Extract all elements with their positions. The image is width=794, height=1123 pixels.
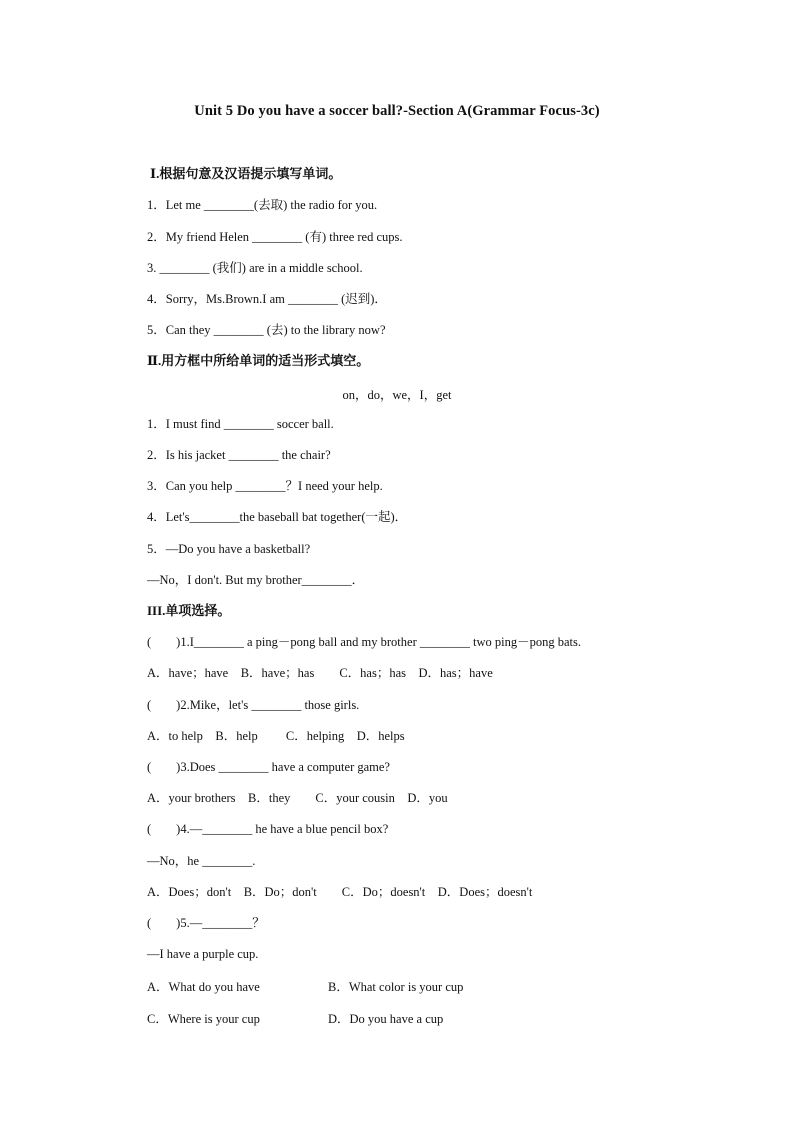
q5-option-d: D．Do you have a cup [328, 1012, 444, 1026]
s2-item-5: 5．—Do you have a basketball? [147, 542, 311, 556]
q3-options: A．your brothers B．they C．your cousin D．you [147, 791, 448, 805]
q1-stem: ( )1.I________ a ping－pong ball and my brother ________ two ping－pong bats. [147, 635, 581, 649]
s2-item-1: 1．I must find ________ soccer ball. [147, 417, 334, 431]
s1-item-5: 5．Can they ________ (去) to the library now? [147, 323, 386, 337]
q3-stem: ( )3.Does ________ have a computer game? [147, 760, 390, 774]
q2-options: A．to help B．help C．helping D．helps [147, 729, 405, 743]
q4-options: A．Does；don't B．Do；don't C．Do；doesn't D．Does；doesn't [147, 885, 533, 899]
s2-item-2: 2．Is his jacket ________ the chair? [147, 448, 331, 462]
s1-item-1: 1．Let me ________(去取) the radio for you. [147, 198, 378, 212]
s1-item-2: 2．My friend Helen ________ (有) three red cups. [147, 230, 403, 244]
section-3-heading: III.单项选择。 [147, 603, 231, 618]
s1-item-4: 4．Sorry，Ms.Brown.I am ________ (迟到)． [147, 292, 387, 306]
q4-stem: ( )4.—________ he have a blue pencil box? [147, 822, 389, 836]
q2-stem: ( )2.Mike，let's ________ those girls. [147, 698, 360, 712]
page-title: Unit 5 Do you have a soccer ball?-Section A(Grammar Focus-3c) [194, 103, 600, 119]
s2-item-4: 4．Let's________the baseball bat together(一起)． [147, 510, 408, 524]
q5-option-b: B．What color is your cup [328, 980, 464, 994]
q5-stem: ( )5.—________？ [147, 916, 265, 930]
s2-item-5-answer: —No，I don't. But my brother________． [147, 573, 365, 587]
word-bank: on，do，we，I，get [342, 388, 452, 402]
s1-item-3: 3. ________ (我们) are in a middle school. [147, 261, 363, 275]
s2-item-3: 3．Can you help ________？I need your help. [147, 479, 383, 493]
q4-answer-line: —No，he ________. [147, 854, 256, 868]
section-2-heading: Ⅱ.用方框中所给单词的适当形式填空。 [147, 353, 370, 368]
q5-answer-line: —I have a purple cup. [147, 947, 259, 961]
q5-option-a: A．What do you have [147, 980, 260, 994]
q1-options: A．have；have B．have；has C．has；has D．has；have [147, 666, 493, 680]
q5-option-c: C．Where is your cup [147, 1012, 260, 1026]
section-1-heading: Ⅰ.根据句意及汉语提示填写单词。 [150, 166, 342, 181]
